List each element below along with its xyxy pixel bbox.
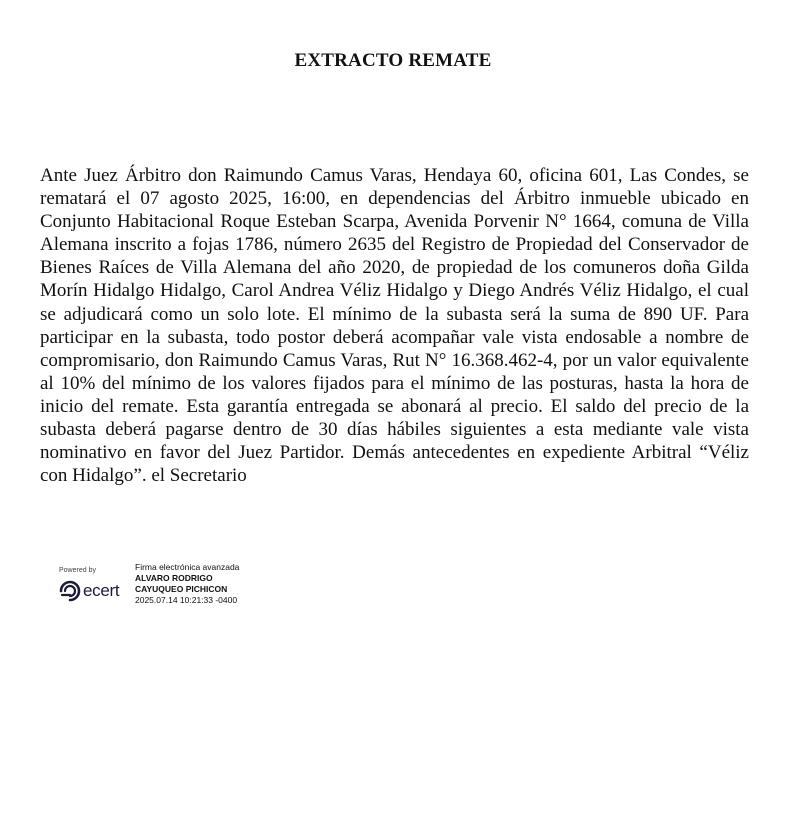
ecert-logo-icon bbox=[58, 579, 82, 603]
signature-details bbox=[135, 562, 239, 606]
document-body: Ante Juez Árbitro don Raimundo Camus Varas, Hendaya 60, oficina 601, Las Condes, se rematará el 07 agosto 2025, 16:00, en dependencias del Árbitro inmueble ubicado en Conjunto Habitacional Roque Esteban Scarpa, Avenida Porvenir N° 1664, comuna de Villa Alemana inscrito a fojas 1786, número 2635 del Registro de Propiedad del Conservador de Bienes Raíces de Villa Alemana del año 2020, de propiedad de los comuneros doña Gilda Morín Hidalgo Hidalgo, Carol Andrea Véliz Hidalgo y Diego Andrés Véliz Hidalgo, el cual se adjudicará como un solo lote. El mínimo de la subasta será la suma de 890 UF. Para participar en la subasta, todo postor deberá acompañar vale vista endosable a nombre de compromisario, don Raimundo Camus Varas, Rut N° 16.368.462-4, por un valor equivalente al 10% del mínimo de los valores fijados para el mínimo de las posturas, hasta la hora de inicio del remate. Esta garantía entregada se abonará al precio. El saldo del precio de la subasta deberá pagarse dentro de 30 días hábiles siguientes a esta mediante vale vista nominativo en favor del Juez Partidor. Demás antecedentes en expediente Arbitral “Véliz con Hidalgo”. el Secretario bbox=[40, 165, 749, 487]
ecert-logo bbox=[58, 579, 136, 603]
ecert-wordmark: ecert bbox=[83, 581, 120, 600]
signature-timestamp: 2025.07.14 10:21:33 -0400 bbox=[135, 595, 238, 605]
signer-name-line2: CAYUQUEO PICHICON bbox=[135, 584, 228, 594]
signature-type-label: Firma electrónica avanzada bbox=[135, 562, 240, 572]
document-title: EXTRACTO REMATE bbox=[294, 50, 492, 71]
powered-by-label: Powered by bbox=[59, 567, 96, 574]
electronic-signature-block bbox=[58, 562, 278, 618]
signer-name-line1: ALVARO RODRIGO bbox=[135, 573, 213, 583]
